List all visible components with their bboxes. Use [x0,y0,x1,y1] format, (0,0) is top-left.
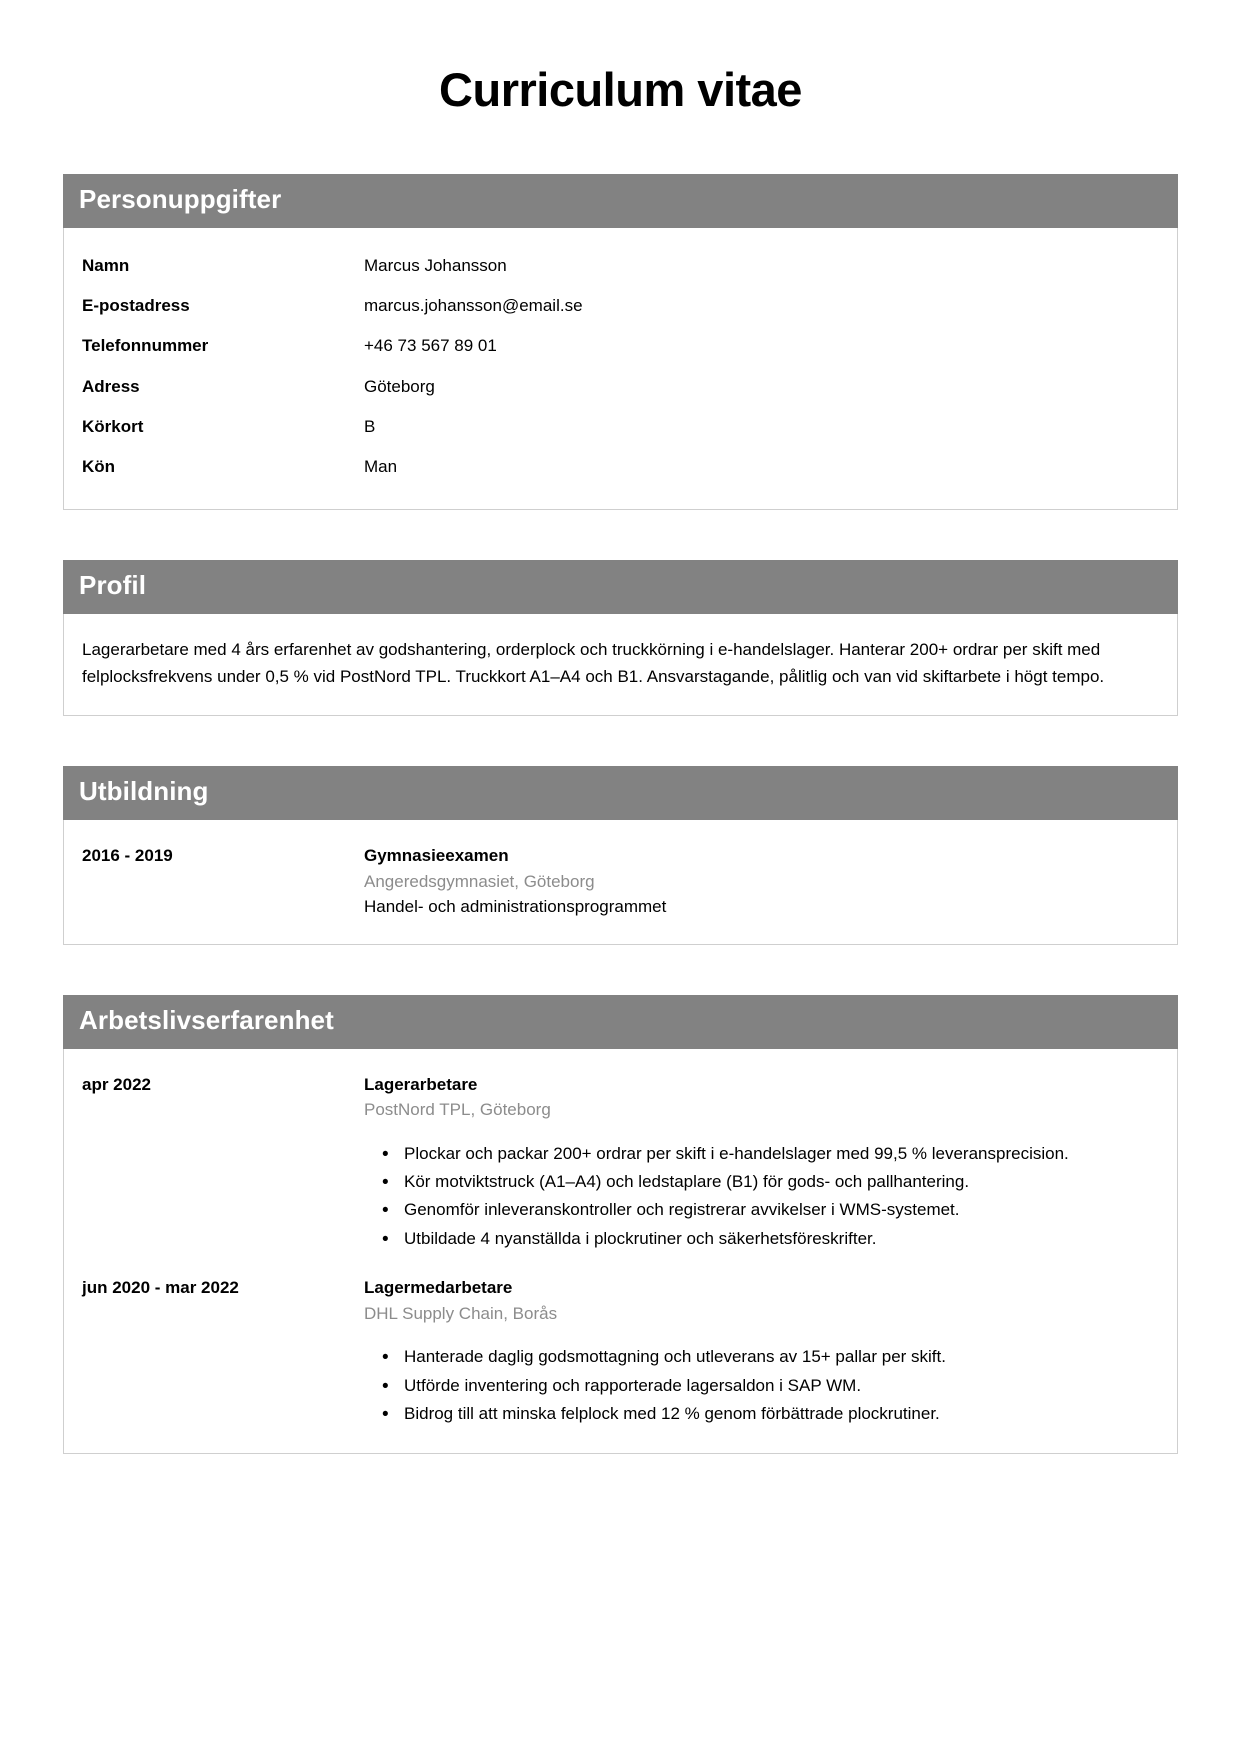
section-header-profile: Profil [63,560,1178,614]
entry-title: Gymnasieexamen [364,846,509,866]
table-row [82,286,1159,326]
table-row [82,447,1159,487]
section-education [63,766,1178,945]
profile-text: Lagerarbetare med 4 års erfarenhet av godshantering, orderplock och truckkörning i e-handelslager. Hanterar 200+ ordrar per skift med felplocksfrekvens under 0,5 % vid PostNord TPL. Truckkort A1–A4 och B1. Ansvarstagande, pålitlig och van vid skiftarbete i högt tempo. [82,639,1105,687]
section-header-personal-details: Personuppgifter [63,174,1178,228]
entry-organization: PostNord TPL, Göteborg [364,1100,551,1120]
table-row [82,326,1159,366]
detail-value: Man [364,456,398,476]
entry-date: jun 2020 - mar 2022 [82,1278,239,1298]
section-header-experience: Arbetslivserfarenhet [63,995,1178,1049]
list-item: • Plockar och packar 200+ ordrar per skift i e-handelslager med 99,5 % leveransprecision. [404,1141,1159,1167]
list-item: • Kör motviktstruck (A1–A4) och ledstaplare (B1) för gods- och pallhantering. [404,1169,1159,1195]
detail-value: marcus.johansson@email.se [364,296,583,316]
experience-entry [82,1067,1159,1257]
list-item: • Utbildade 4 nyanställda i plockrutiner och säkerhetsföreskrifter. [404,1226,1159,1252]
section-body-personal-details [63,228,1178,510]
entry-bullet-list [364,1141,1159,1252]
detail-label: E-postadress [82,296,190,316]
detail-label: Telefonnummer [82,336,209,356]
entry-title: Lagermedarbetare [364,1278,513,1298]
entry-bullet-list [364,1344,1159,1427]
list-item: • Hanterade daglig godsmottagning och utleverans av 15+ pallar per skift. [404,1344,1159,1370]
table-row [82,407,1159,447]
entry-extra: Handel- och administrationsprogrammet [364,897,667,917]
entry-main [364,844,1159,920]
table-row [82,246,1159,286]
experience-entry [82,1256,1159,1431]
detail-label: Kön [82,456,116,476]
detail-label: Körkort [82,416,144,436]
detail-value: Göteborg [364,376,435,396]
section-body-profile [63,614,1178,716]
entry-title: Lagerarbetare [364,1074,478,1094]
section-body-education [63,820,1178,945]
detail-value: Marcus Johansson [364,256,507,276]
list-item: • Utförde inventering och rapporterade lagersaldon i SAP WM. [404,1373,1159,1399]
page-title: Curriculum vitae [439,63,802,116]
detail-value: +46 73 567 89 01 [364,336,497,356]
section-profile [63,560,1178,716]
entry-organization: DHL Supply Chain, Borås [364,1303,558,1323]
list-item: • Genomför inleveranskontroller och registrerar avvikelser i WMS-systemet. [404,1197,1159,1223]
entry-main [364,1073,1159,1255]
table-row [82,367,1159,407]
detail-label: Namn [82,256,130,276]
detail-label: Adress [82,376,140,396]
section-experience [63,995,1178,1455]
section-personal-details [63,174,1178,509]
section-header-education: Utbildning [63,766,1178,820]
entry-organization: Angeredsgymnasiet, Göteborg [364,871,595,891]
list-item: • Bidrog till att minska felplock med 12 % genom förbättrade plockrutiner. [404,1401,1159,1427]
section-body-experience [63,1049,1178,1455]
entry-main [364,1276,1159,1429]
entry-date: 2016 - 2019 [82,846,173,866]
entry-date: apr 2022 [82,1074,151,1094]
education-entry [82,838,1159,922]
detail-value: B [364,416,376,436]
